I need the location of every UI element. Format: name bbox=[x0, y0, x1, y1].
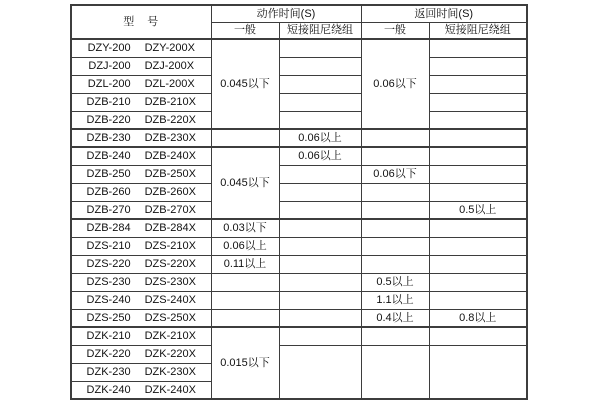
model-code: DZB-210X bbox=[144, 95, 196, 108]
model-cell bbox=[71, 111, 211, 129]
action-damping-cell bbox=[279, 75, 361, 93]
action-damping-cell: 0.06以上 bbox=[279, 129, 361, 147]
action-damping-cell bbox=[279, 39, 361, 57]
model-code: DZB-240 bbox=[86, 150, 131, 163]
model-pair bbox=[72, 96, 211, 108]
model-pair bbox=[72, 258, 211, 270]
model-code: DZL-200X bbox=[144, 77, 195, 90]
return-damping-cell bbox=[429, 39, 527, 57]
model-code: DZK-230 bbox=[86, 365, 131, 378]
model-code: DZS-210 bbox=[86, 239, 131, 252]
model-code: DZS-220X bbox=[144, 257, 196, 270]
model-pair bbox=[72, 330, 211, 342]
return-general-cell: 0.4以上 bbox=[361, 309, 429, 327]
table-row bbox=[71, 273, 527, 291]
table-row bbox=[71, 309, 527, 327]
model-code: DZY-200X bbox=[144, 42, 195, 55]
return-general-cell bbox=[361, 345, 429, 399]
return-damping-cell bbox=[429, 165, 527, 183]
table-header bbox=[71, 5, 527, 39]
return-damping-cell bbox=[429, 75, 527, 93]
table-row bbox=[71, 237, 527, 255]
table-body bbox=[71, 39, 527, 399]
return-general-cell bbox=[361, 219, 429, 237]
table-row bbox=[71, 291, 527, 309]
return-general-cell bbox=[361, 255, 429, 273]
model-cell bbox=[71, 381, 211, 399]
action-general-cell: 0.045以下 bbox=[211, 147, 279, 219]
table-row bbox=[71, 147, 527, 165]
action-general-cell bbox=[211, 309, 279, 327]
table-row bbox=[71, 75, 527, 93]
model-code: DZB-270 bbox=[86, 203, 131, 216]
model-cell bbox=[71, 255, 211, 273]
return-damping-cell bbox=[429, 93, 527, 111]
action-damping-cell bbox=[279, 57, 361, 75]
model-code: DZS-220 bbox=[86, 257, 131, 270]
action-damping-cell bbox=[279, 345, 361, 399]
return-damping-cell bbox=[429, 111, 527, 129]
action-general-cell bbox=[211, 291, 279, 309]
action-damping-cell bbox=[279, 201, 361, 219]
model-pair bbox=[72, 42, 211, 54]
action-damping-cell bbox=[279, 255, 361, 273]
return-damping-cell bbox=[429, 255, 527, 273]
model-pair bbox=[72, 312, 211, 324]
model-code: DZB-220 bbox=[86, 113, 131, 126]
table-row bbox=[71, 165, 527, 183]
model-code: DZB-284X bbox=[144, 222, 196, 235]
model-cell bbox=[71, 165, 211, 183]
return-general-cell bbox=[361, 129, 429, 147]
model-pair bbox=[72, 384, 211, 396]
action-general-cell: 0.015以下 bbox=[211, 327, 279, 399]
table-row bbox=[71, 201, 527, 219]
model-cell bbox=[71, 57, 211, 75]
table-row bbox=[71, 345, 527, 363]
model-code: DZB-270X bbox=[144, 203, 196, 216]
header-model: 型 号 bbox=[71, 5, 211, 39]
model-code: DZS-210X bbox=[144, 239, 196, 252]
action-damping-cell bbox=[279, 111, 361, 129]
model-code: DZB-260X bbox=[144, 185, 196, 198]
model-pair bbox=[72, 132, 211, 144]
table-row bbox=[71, 219, 527, 237]
model-code: DZB-230X bbox=[144, 131, 196, 144]
model-code: DZJ-200 bbox=[88, 59, 131, 72]
action-damping-cell: 0.06以上 bbox=[279, 147, 361, 165]
action-general-cell: 0.11以上 bbox=[211, 255, 279, 273]
model-pair bbox=[72, 240, 211, 252]
model-code: DZS-230X bbox=[144, 275, 196, 288]
model-cell bbox=[71, 147, 211, 165]
model-code: DZS-250 bbox=[86, 311, 131, 324]
model-cell bbox=[71, 39, 211, 57]
return-damping-cell bbox=[429, 327, 527, 345]
return-general-cell bbox=[361, 147, 429, 165]
table-row bbox=[71, 183, 527, 201]
action-general-cell bbox=[211, 129, 279, 147]
model-pair bbox=[72, 294, 211, 306]
return-damping-cell bbox=[429, 147, 527, 165]
model-cell bbox=[71, 345, 211, 363]
model-cell bbox=[71, 129, 211, 147]
model-cell bbox=[71, 237, 211, 255]
model-code: DZK-210 bbox=[86, 330, 131, 343]
action-damping-cell bbox=[279, 219, 361, 237]
action-damping-cell bbox=[279, 309, 361, 327]
model-cell bbox=[71, 273, 211, 291]
model-code: DZB-250 bbox=[86, 167, 131, 180]
return-damping-cell bbox=[429, 345, 527, 399]
action-damping-cell bbox=[279, 291, 361, 309]
return-general-cell: 0.06以下 bbox=[361, 165, 429, 183]
return-damping-cell bbox=[429, 219, 527, 237]
table-row bbox=[71, 111, 527, 129]
model-pair bbox=[72, 276, 211, 288]
model-code: DZY-200 bbox=[87, 42, 131, 55]
model-code: DZB-210 bbox=[86, 95, 131, 108]
return-damping-cell bbox=[429, 57, 527, 75]
model-code: DZJ-200X bbox=[144, 59, 195, 72]
model-code: DZB-240X bbox=[144, 150, 196, 163]
model-code: DZB-260 bbox=[86, 185, 131, 198]
model-cell bbox=[71, 75, 211, 93]
action-damping-cell bbox=[279, 165, 361, 183]
model-cell bbox=[71, 363, 211, 381]
model-code: DZB-230 bbox=[86, 131, 131, 144]
model-pair bbox=[72, 366, 211, 378]
model-code: DZK-210X bbox=[144, 330, 196, 343]
model-code: DZS-240X bbox=[144, 293, 196, 306]
model-pair bbox=[72, 114, 211, 126]
model-pair bbox=[72, 168, 211, 180]
model-cell bbox=[71, 201, 211, 219]
action-damping-cell bbox=[279, 273, 361, 291]
return-damping-cell bbox=[429, 273, 527, 291]
header-row-groups bbox=[71, 5, 527, 22]
model-pair bbox=[72, 60, 211, 72]
return-damping-cell: 0.5以上 bbox=[429, 201, 527, 219]
table-row bbox=[71, 57, 527, 75]
model-pair bbox=[72, 186, 211, 198]
model-code: DZB-250X bbox=[144, 167, 196, 180]
return-general-cell: 0.5以上 bbox=[361, 273, 429, 291]
table-row bbox=[71, 93, 527, 111]
header-return-time: 返回时间(S) bbox=[361, 5, 527, 22]
model-cell bbox=[71, 291, 211, 309]
action-general-cell: 0.045以下 bbox=[211, 39, 279, 129]
model-cell bbox=[71, 183, 211, 201]
subheader-action-general: 一般 bbox=[211, 22, 279, 39]
model-cell bbox=[71, 309, 211, 327]
return-general-cell: 0.06以下 bbox=[361, 39, 429, 129]
subheader-action-damping: 短接阻尼绕组 bbox=[279, 22, 361, 39]
return-damping-cell: 0.8以上 bbox=[429, 309, 527, 327]
subheader-return-general: 一般 bbox=[361, 22, 429, 39]
model-pair bbox=[72, 204, 211, 216]
table-row bbox=[71, 327, 527, 345]
table-row bbox=[71, 129, 527, 147]
model-cell bbox=[71, 327, 211, 345]
model-pair bbox=[72, 150, 211, 162]
model-code: DZK-220X bbox=[144, 347, 196, 360]
return-damping-cell bbox=[429, 129, 527, 147]
action-general-cell: 0.03以下 bbox=[211, 219, 279, 237]
header-action-time: 动作时间(S) bbox=[211, 5, 361, 22]
return-damping-cell bbox=[429, 237, 527, 255]
model-cell bbox=[71, 93, 211, 111]
model-code: DZK-230X bbox=[144, 365, 196, 378]
model-code: DZK-240X bbox=[144, 383, 196, 396]
return-general-cell bbox=[361, 183, 429, 201]
action-damping-cell bbox=[279, 93, 361, 111]
table-row bbox=[71, 39, 527, 57]
action-damping-cell bbox=[279, 237, 361, 255]
model-code: DZS-240 bbox=[86, 293, 131, 306]
model-cell bbox=[71, 219, 211, 237]
action-general-cell bbox=[211, 273, 279, 291]
action-damping-cell bbox=[279, 183, 361, 201]
return-damping-cell bbox=[429, 183, 527, 201]
model-pair bbox=[72, 222, 211, 234]
model-code: DZK-220 bbox=[86, 347, 131, 360]
table-row bbox=[71, 255, 527, 273]
model-code: DZK-240 bbox=[86, 383, 131, 396]
model-code: DZS-250X bbox=[144, 311, 196, 324]
relay-spec-table bbox=[70, 4, 528, 400]
model-code: DZS-230 bbox=[86, 275, 131, 288]
return-general-cell bbox=[361, 201, 429, 219]
return-general-cell: 1.1以上 bbox=[361, 291, 429, 309]
model-pair bbox=[72, 348, 211, 360]
model-pair bbox=[72, 78, 211, 90]
model-code: DZL-200 bbox=[87, 77, 131, 90]
model-code: DZB-284 bbox=[86, 222, 131, 235]
return-general-cell bbox=[361, 327, 429, 345]
action-damping-cell bbox=[279, 327, 361, 345]
model-code: DZB-220X bbox=[144, 113, 196, 126]
subheader-return-damping: 短接阻尼绕组 bbox=[429, 22, 527, 39]
return-damping-cell bbox=[429, 291, 527, 309]
action-general-cell: 0.06以上 bbox=[211, 237, 279, 255]
return-general-cell bbox=[361, 237, 429, 255]
